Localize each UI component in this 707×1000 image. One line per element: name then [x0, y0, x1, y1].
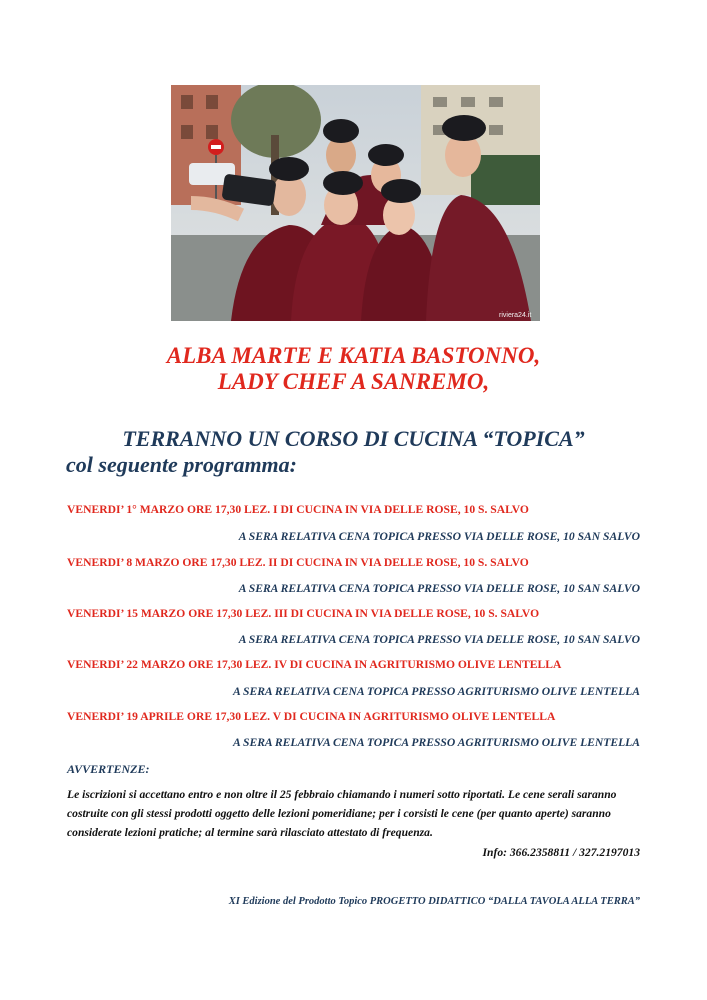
chef-group-selfie-photo-icon: [171, 85, 540, 321]
lesson-3: VENERDI’ 15 MARZO ORE 17,30 LEZ. III DI CUCINA IN VIA DELLE ROSE, 10 S. SALVO: [67, 607, 540, 620]
warnings-title: AVVERTENZE:: [67, 762, 150, 776]
lesson-2: VENERDI’ 8 MARZO ORE 17,30 LEZ. II DI CUCINA IN VIA DELLE ROSE, 10 S. SALVO: [67, 556, 529, 569]
dinner-4: A SERA RELATIVA CENA TOPICA PRESSO AGRITURISMO OLIVE LENTELLA: [233, 685, 640, 698]
chef-group-photo: [171, 85, 540, 321]
lesson-5: VENERDI’ 19 APRILE ORE 17,30 LEZ. V DI CUCINA IN AGRITURISMO OLIVE LENTELLA: [67, 710, 556, 723]
dinner-5: A SERA RELATIVA CENA TOPICA PRESSO AGRITURISMO OLIVE LENTELLA: [233, 736, 640, 749]
warnings-text: Le iscrizioni si accettano entro e non oltre il 25 febbraio chiamando i numeri sotto riportati. Le cene serali saranno costruite con gli stessi prodotti oggetto delle lezioni pomeridiane; per i corsisti le cene (per quanto aperte) saranno considerate lezioni pratiche; al termine sarà rilasciato attestato di frequenza.: [67, 788, 617, 839]
info-phone-numbers: Info: 366.2358811 / 327.2197013: [482, 846, 640, 859]
photo-watermark: riviera24.it: [499, 312, 532, 319]
lesson-4: VENERDI’ 22 MARZO ORE 17,30 LEZ. IV DI CUCINA IN AGRITURISMO OLIVE LENTELLA: [67, 658, 562, 671]
dinner-2: A SERA RELATIVA CENA TOPICA PRESSO VIA DELLE ROSE, 10 SAN SALVO: [238, 582, 640, 595]
lesson-1: VENERDI’ 1° MARZO ORE 17,30 LEZ. I DI CUCINA IN VIA DELLE ROSE, 10 S. SALVO: [67, 503, 529, 516]
dinner-1: A SERA RELATIVA CENA TOPICA PRESSO VIA DELLE ROSE, 10 SAN SALVO: [238, 530, 640, 543]
footer-edition: XI Edizione del Prodotto Topico PROGETTO DIDATTICO “DALLA TAVOLA ALLA TERRA”: [228, 896, 640, 907]
dinner-3: A SERA RELATIVA CENA TOPICA PRESSO VIA DELLE ROSE, 10 SAN SALVO: [238, 633, 640, 646]
program-intro: col seguente programma:: [66, 452, 297, 477]
title-line-1: ALBA MARTE E KATIA BASTONNO,: [166, 343, 541, 368]
title-line-2: LADY CHEF A SANREMO,: [217, 369, 490, 394]
course-subtitle: TERRANNO UN CORSO DI CUCINA “TOPICA”: [122, 426, 585, 451]
